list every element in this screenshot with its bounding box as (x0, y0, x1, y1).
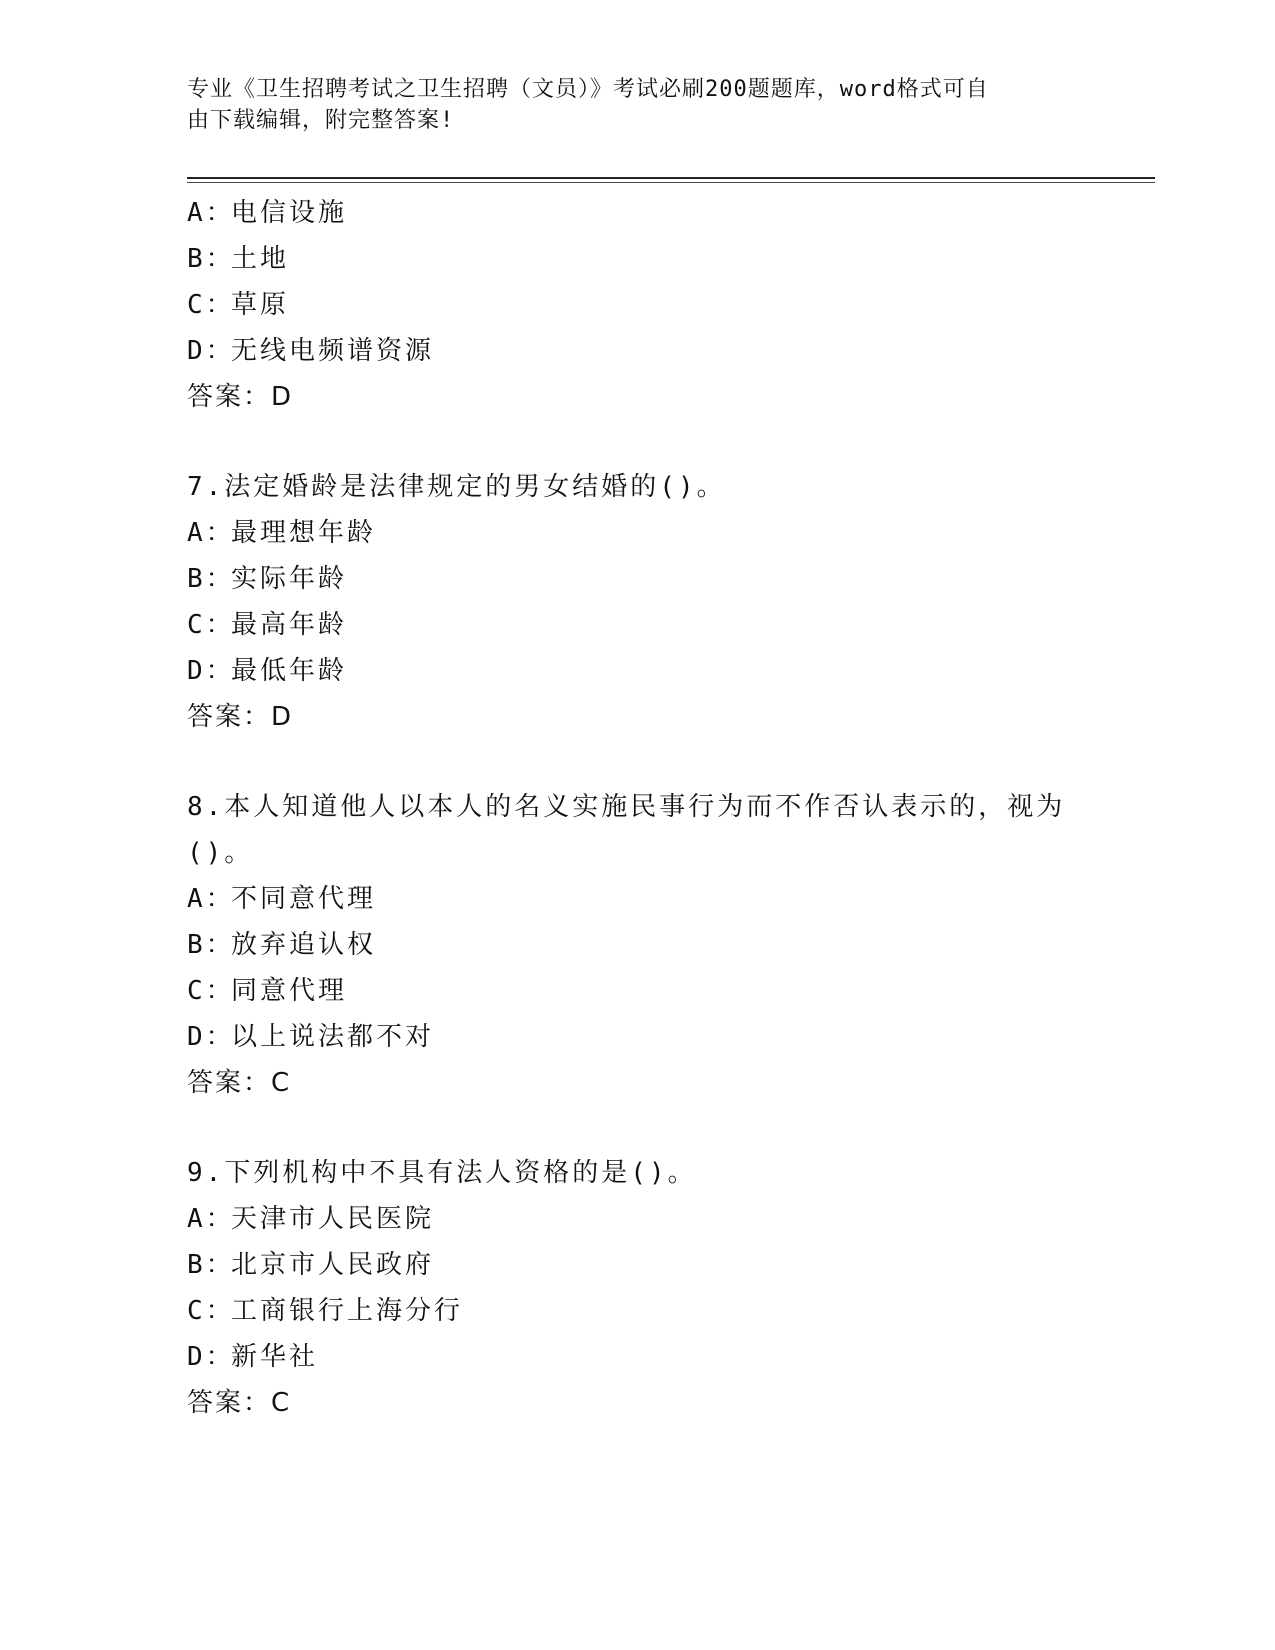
question-6 (187, 190, 1067, 420)
answer-8: 答案：C (187, 1068, 292, 1098)
answer-9: 答案：C (187, 1388, 292, 1418)
option-a: A：不同意代理 (187, 884, 377, 914)
option-b: B：北京市人民政府 (187, 1250, 435, 1280)
header-line-1: 专业《卫生招聘考试之卫生招聘（文员）》考试必刷200题题库，word格式可自 (187, 77, 989, 102)
spacer (187, 420, 1067, 464)
answer-7: 答案：D (187, 702, 294, 732)
answer-6: 答案：D (187, 382, 294, 412)
question-9 (187, 1150, 1067, 1426)
option-d: D：新华社 (187, 1342, 319, 1372)
spacer (187, 740, 1067, 784)
header-divider-thick (187, 177, 1155, 179)
option-c: C：最高年龄 (187, 610, 348, 640)
option-d: D：无线电频谱资源 (187, 336, 435, 366)
option-d: D：最低年龄 (187, 656, 348, 686)
option-d: D：以上说法都不对 (187, 1022, 435, 1052)
option-c: C：同意代理 (187, 976, 348, 1006)
question-list (187, 190, 1067, 1426)
question-8-text-line-1: 8.本人知道他人以本人的名义实施民事行为而不作否认表示的，视为 (187, 792, 1066, 822)
document-header (187, 74, 1067, 136)
question-8 (187, 784, 1067, 1106)
question-7-text: 7.法定婚龄是法律规定的男女结婚的()。 (187, 472, 726, 502)
spacer (187, 1106, 1067, 1150)
option-c: C：工商银行上海分行 (187, 1296, 464, 1326)
option-c: C：草原 (187, 290, 290, 320)
option-a: A：电信设施 (187, 198, 348, 228)
option-a: A：天津市人民医院 (187, 1204, 435, 1234)
question-8-text-line-2: ()。 (187, 838, 254, 868)
question-9-text: 9.下列机构中不具有法人资格的是()。 (187, 1158, 697, 1188)
question-7 (187, 464, 1067, 740)
option-b: B：实际年龄 (187, 564, 348, 594)
option-b: B：土地 (187, 244, 290, 274)
option-b: B：放弃追认权 (187, 930, 377, 960)
option-a: A：最理想年龄 (187, 518, 377, 548)
header-divider-thin (187, 182, 1155, 183)
header-line-2: 由下载编辑，附完整答案! (187, 108, 455, 133)
